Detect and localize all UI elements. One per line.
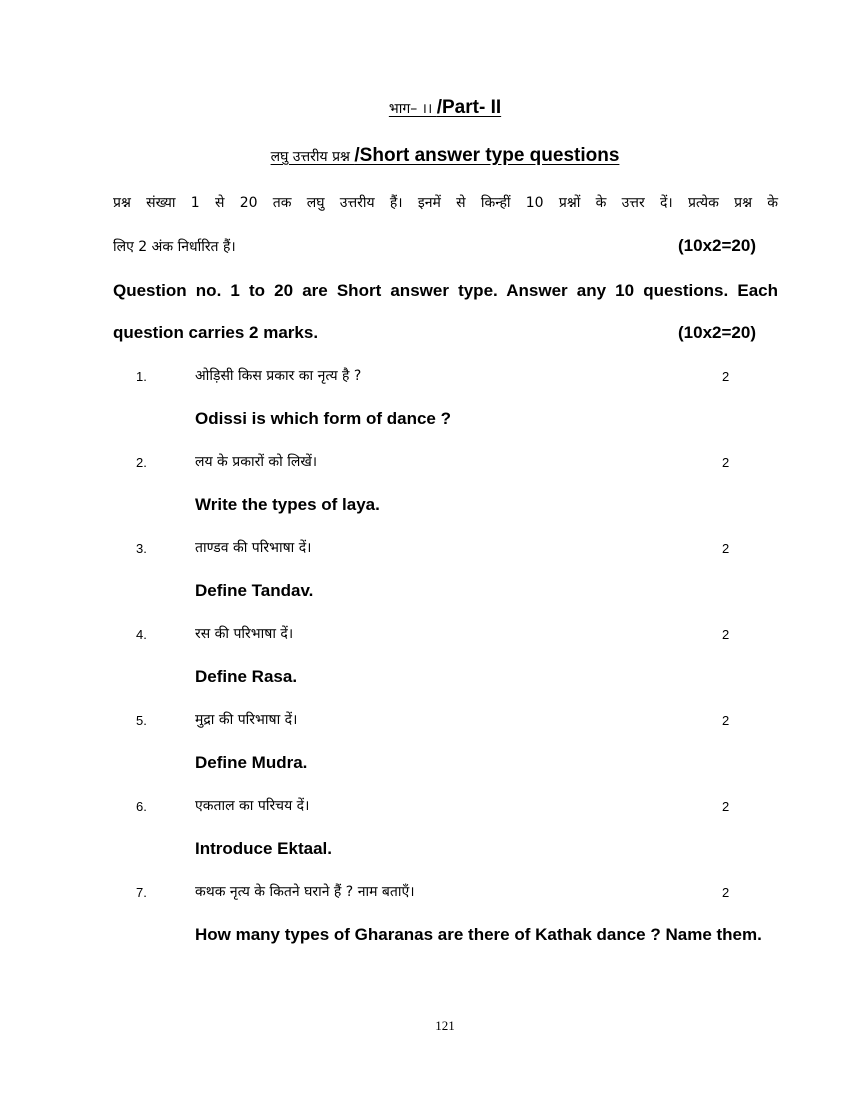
question-hindi: मुद्रा की परिभाषा दें। [195, 712, 298, 728]
page-number: 121 [435, 1018, 455, 1033]
question-number: 3. [136, 541, 147, 556]
question-hindi: ओड़िसी किस प्रकार का नृत्य है ? [195, 368, 362, 384]
question-english: Define Tandav. [195, 581, 314, 600]
instructions-hindi-line2: लिए 2 अंक निर्धारित हैं। [113, 239, 236, 255]
question-english: Odissi is which form of dance ? [195, 409, 451, 428]
question-hindi: लय के प्रकारों को लिखें। [195, 454, 318, 470]
instructions-english-marks: (10x2=20) [678, 323, 756, 342]
question-english: Define Mudra. [195, 753, 308, 772]
question-marks: 2 [722, 885, 730, 900]
question-hindi: ताण्डव की परिभाषा दें। [195, 540, 312, 556]
question-english: Introduce Ektaal. [195, 839, 332, 858]
instructions-english-line2: question carries 2 marks. [113, 323, 319, 342]
question-marks: 2 [722, 713, 730, 728]
question-hindi: रस की परिभाषा दें। [195, 626, 294, 642]
instructions-hindi-marks: (10x2=20) [678, 236, 756, 255]
question-marks: 2 [722, 369, 730, 384]
instructions-hindi-line1: प्रश्न संख्या 1 से 20 तक लघु उत्तरीय हैं। इनमें से किन्हीं 10 प्रश्नों के उत्तर दें। प्रत्येक प्रश्न के [113, 195, 778, 211]
question-marks: 2 [722, 541, 730, 556]
question-english: How many types of Gharanas are there of Kathak dance ? Name them. [195, 925, 762, 944]
question-number: 7. [136, 885, 147, 900]
part-heading-hindi: भाग– ।। [388, 101, 437, 117]
question-number: 4. [136, 627, 147, 642]
question-marks: 2 [722, 455, 730, 470]
question-number: 6. [136, 799, 147, 814]
question-number: 5. [136, 713, 147, 728]
question-hindi: एकताल का परिचय दें। [195, 798, 310, 814]
part-heading [0, 97, 850, 119]
question-hindi: कथक नृत्य के कितने घराने हैं ? नाम बताएँ। [195, 884, 415, 900]
section-heading-hindi: लघु उत्तरीय प्रश्न [270, 149, 355, 165]
section-heading-english: /Short answer type questions [354, 145, 620, 166]
question-marks: 2 [722, 627, 730, 642]
part-heading-english: /Part- II [436, 97, 502, 118]
question-marks: 2 [722, 799, 730, 814]
question-number: 2. [136, 455, 147, 470]
question-english: Define Rasa. [195, 667, 298, 686]
question-number: 1. [136, 369, 147, 384]
question-english: Write the types of laya. [195, 495, 380, 514]
instructions-english-line1: Question no. 1 to 20 are Short answer type. Answer any 10 questions. Each [113, 281, 778, 300]
section-heading [0, 145, 850, 167]
